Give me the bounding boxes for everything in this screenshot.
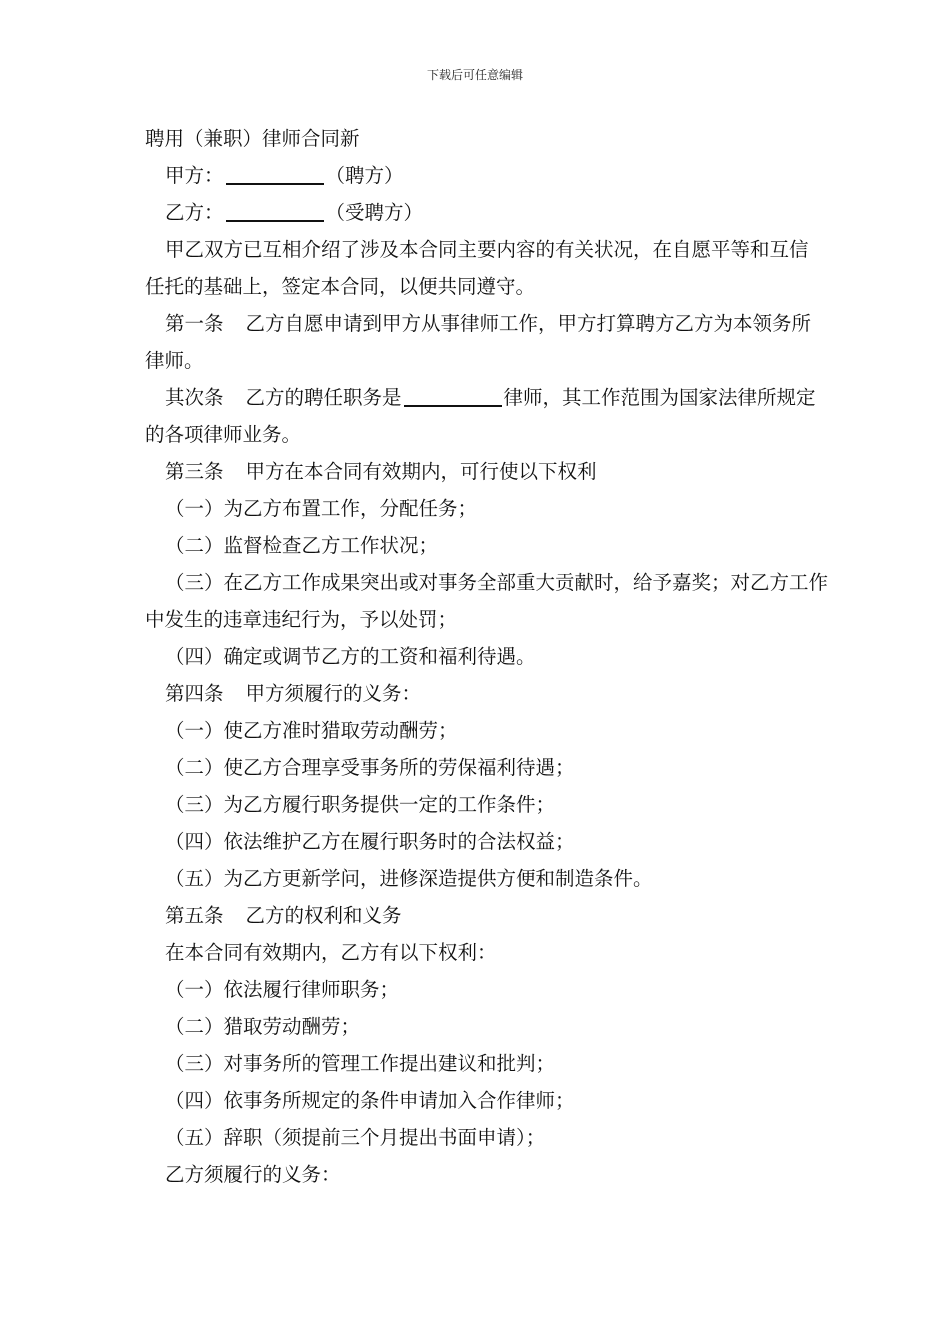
- party-a-suffix: （聘方）: [325, 164, 404, 187]
- article-2: [145, 379, 825, 453]
- article-2-position-blank[interactable]: [404, 383, 502, 407]
- article-3-item: （三）在乙方工作成果突出或对事务全部重大贡献时，给予嘉奖；对乙方工作中发生的违章违纪行为，予以处罚；: [145, 571, 829, 631]
- article-3-item: （一）为乙方布置工作，分配任务；: [165, 497, 478, 520]
- article-5-item: （一）依法履行律师职务；: [165, 978, 400, 1001]
- article-1: [145, 305, 825, 379]
- article-3-text: 甲方在本合同有效期内，可行使以下权利: [245, 460, 597, 483]
- party-b-line: [145, 194, 825, 231]
- party-a-line: [145, 157, 825, 194]
- article-4-item: （二）使乙方合理享受事务所的劳保福利待遇；: [165, 756, 575, 779]
- article-5-heading: [145, 897, 825, 934]
- article-4-heading: [145, 675, 825, 712]
- header-note: 下载后可任意编辑: [426, 68, 523, 82]
- party-a-blank[interactable]: [226, 161, 324, 185]
- article-2-text-after: 律师，其工作范围为国家法律所规定的各项律师业务。: [145, 386, 816, 446]
- article-5-number: 第五条: [165, 904, 224, 927]
- article-5-text: 乙方的权利和义务: [245, 904, 402, 927]
- article-5-rights-intro: 在本合同有效期内，乙方有以下权利：: [165, 941, 497, 964]
- article-5-item: （三）对事务所的管理工作提出建议和批判；: [165, 1052, 556, 1075]
- party-b-blank[interactable]: [226, 198, 324, 222]
- party-b-label: 乙方：: [165, 201, 224, 224]
- article-1-number: 第一条: [165, 312, 224, 335]
- article-5-duties-intro: 乙方须履行的义务：: [165, 1163, 341, 1186]
- article-5-item: （四）依事务所规定的条件申请加入合作律师；: [165, 1089, 575, 1112]
- article-1-text: 乙方自愿申请到甲方从事律师工作，甲方打算聘方乙方为本领务所律师。: [145, 312, 812, 372]
- party-b-suffix: （受聘方）: [325, 201, 424, 224]
- article-4-text: 甲方须履行的义务：: [245, 682, 422, 705]
- article-4-number: 第四条: [165, 682, 224, 705]
- intro-paragraph: 甲乙双方已互相介绍了涉及本合同主要内容的有关状况，在自愿平等和互信任托的基础上，签定本合同，以便共同遵守。: [145, 238, 809, 298]
- document-body: [145, 120, 829, 1193]
- article-4-item: （一）使乙方准时猎取劳动酬劳；: [165, 719, 458, 742]
- article-3-heading: [145, 453, 825, 490]
- article-4-item: （四）依法维护乙方在履行职务时的合法权益；: [165, 830, 575, 853]
- article-5-item: （五）辞职（须提前三个月提出书面申请）；: [165, 1126, 546, 1149]
- article-2-number: 其次条: [165, 386, 224, 409]
- article-4-item: （五）为乙方更新学问，进修深造提供方便和制造条件。: [165, 867, 653, 890]
- article-3-item: （四）确定或调节乙方的工资和福利待遇。: [165, 645, 536, 668]
- article-3-item: （二）监督检查乙方工作状况；: [165, 534, 439, 557]
- document-title: 聘用（兼职）律师合同新: [145, 127, 360, 150]
- article-5-item: （二）猎取劳动酬劳；: [165, 1015, 361, 1038]
- article-3-number: 第三条: [165, 460, 224, 483]
- article-4-item: （三）为乙方履行职务提供一定的工作条件；: [165, 793, 556, 816]
- party-a-label: 甲方：: [165, 164, 224, 187]
- article-2-text-before: 乙方的聘任职务是: [245, 386, 402, 409]
